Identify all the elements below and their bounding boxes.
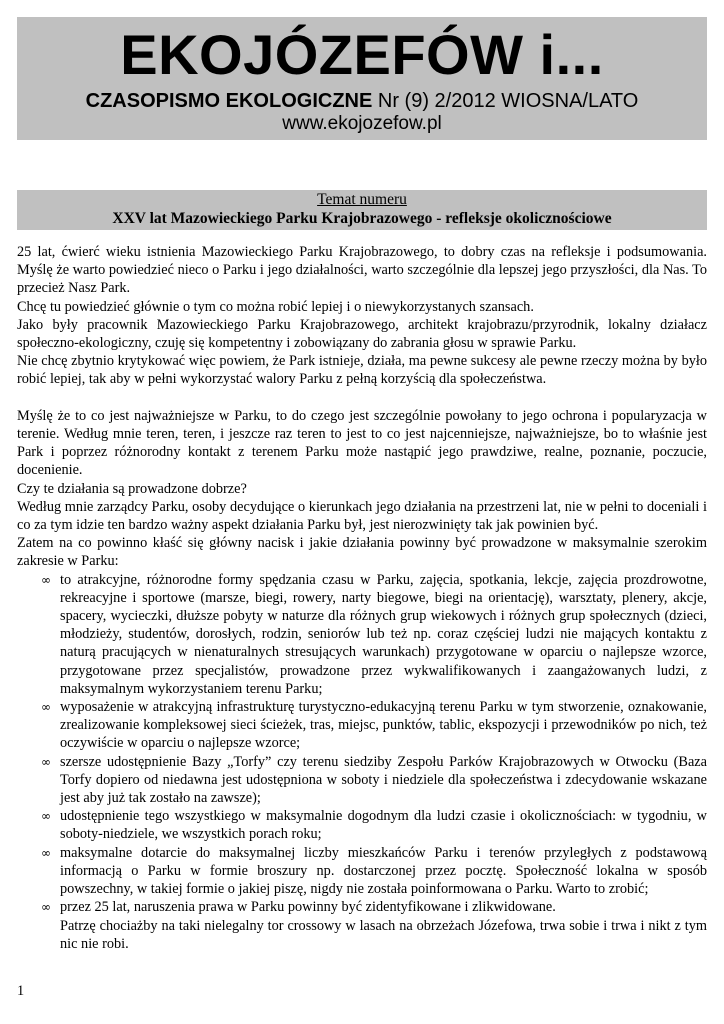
- paragraph: Czy te działania są prowadzone dobrze?: [17, 480, 247, 497]
- paragraph: Nie chcę zbytnio krytykować więc powiem, że Park istnieje, działa, ma pewne sukcesy ale pewne rzeczy można by było robić lepiej, tak aby w pełni wykorzystać walory Parku z pełną korzyścią dla społeczeństwa.: [17, 353, 707, 388]
- list-item: [41, 898, 707, 916]
- paragraph: Jako były pracownik Mazowieckiego Parku Krajobrazowego, architekt krajobrazu/przyrodnik, lokalny działacz społeczno-ekologiczny, czuję się kompetentny i zobowiązany do zabrania głosu w sprawie Parku.: [17, 316, 707, 352]
- magazine-issue: Nr (9) 2/2012 WIOSNA/LATO: [372, 90, 639, 112]
- infinity-bullet-icon: ∞: [41, 809, 51, 824]
- page-number: 1: [17, 983, 25, 999]
- list-item: [41, 753, 707, 808]
- infinity-bullet-icon: ∞: [41, 900, 51, 915]
- paragraph-gap: [17, 389, 707, 407]
- paragraph: Według mnie zarządcy Parku, osoby decydujące o kierunkach jego działania na przestrzeni lat, nie w pełni to doceniali i co za tym idzie ten bardzo ważny aspekt działania Parku był, jest nierozwinięty tak jak powinien być.: [17, 498, 707, 534]
- list-item: [41, 807, 707, 843]
- article-body: [17, 243, 707, 953]
- magazine-url: www.ekojozefow.pl: [282, 113, 442, 134]
- bullet-list: [17, 571, 707, 917]
- list-item: [41, 571, 707, 698]
- topic-box: [17, 190, 707, 230]
- infinity-bullet-icon: ∞: [41, 754, 51, 769]
- list-item-text: udostępnienie tego wszystkiego w maksymalnie dogodnym dla ludzi czasie i okolicznościach: w tygodniu, w soboty-niedziele, we wszystkich porach roku;: [60, 808, 707, 843]
- list-item-text: wyposażenie w atrakcyjną infrastrukturę turystyczno-edukacyjną terenu Parku w tym stworzenie, oznakowanie, zrealizowanie kompleksowej sieci ścieżek, tras, miejsc, punktów, tablic, ekspozycji i przewodników po nich, też oczywiście w oparciu o najlepsze wzorce;: [60, 699, 707, 752]
- paragraph: Myślę że to co jest najważniejsze w Parku, to do czego jest szczególnie powołany to jego ochrona i popularyzacja w terenie. Według mnie teren, teren, i jeszcze raz teren to jest to co jest najcenniejsze, najważniejsze, bo to właśnie jest Park i poprzez różnorodny kontakt z terenem Parku może nastąpić jego prawdziwe, realne, poznanie, poczucie, docenienie.: [17, 407, 707, 479]
- topic-label: Temat numeru: [317, 191, 407, 208]
- magazine-subtitle: [17, 89, 707, 113]
- paragraph: Chcę tu powiedzieć głównie o tym co można robić lepiej i o niewykorzystanych szansach.: [17, 298, 534, 315]
- list-item-text: szersze udostępnienie Bazy „Torfy” czy terenu siedziby Zespołu Parków Krajobrazowych w Otwocku (Baza Torfy dopiero od niedawna jest udostępniona w soboty i niedziele dla społeczeństwa i zdecydowanie wskazane jest aby już tak zostało na zawsze);: [60, 753, 707, 807]
- magazine-title: EKOJÓZEFÓW i...: [120, 23, 604, 86]
- infinity-bullet-icon: ∞: [41, 572, 51, 587]
- list-item-text: maksymalne dotarcie do maksymalnej liczby mieszkańców Parku i terenów przyległych z podstawową informacją o Parku w formie broszury np. dostarczonej przez pocztę. Społeczność lokalna w sposób powszechny, w takiej formie o jakiej piszę, nigdy nie została poinformowana o Parku. Warto to zrobić;: [60, 844, 707, 898]
- paragraph: 25 lat, ćwierć wieku istnienia Mazowieckiego Parku Krajobrazowego, to dobry czas na refleksje i podsumowania. Myślę że warto powiedzieć nieco o Parku i jego działalności, warto szczególnie dla lepszej jego przyszłości, dla Nas. To przecież Nasz Park.: [17, 244, 707, 297]
- list-item-text: przez 25 lat, naruszenia prawa w Parku powinny być zidentyfikowane i zlikwidowane.: [60, 899, 556, 916]
- paragraph: Zatem na co powinno kłaść się główny nacisk i jakie działania powinny być prowadzone w maksymalnie szerokim zakresie w Parku:: [17, 535, 707, 570]
- infinity-bullet-icon: ∞: [41, 700, 51, 715]
- list-item-text: to atrakcyjne, różnorodne formy spędzania czasu w Parku, zajęcia, spotkania, lekcje, zajęcia prozdrowotne, rekreacyjne i sportowe (marsze, biegi, rowery, narty biegowe, biegi na orientację), warsztaty, plenery, akcje, spacery, wycieczki, dłuższe pobyty w naturze dla różnych grup wiekowych i różnych grup społecznych (dzieci, młodzieży, studentów, dorosłych, rodzin, seniorów lub też np. coraz częściej ludzi nie mających kontaktu z naturą pracujących w nienaturalnych stresujących warunkach) przygotowane w oparciu o najlepsze wzorce, przygotowane przez specjalistów, prowadzone przez wykwalifikowanych i zaangażowanych ludzi, z maksymalnym wykorzystaniem terenu Parku;: [60, 571, 707, 697]
- magazine-subtitle-name: CZASOPISMO EKOLOGICZNE: [85, 90, 373, 112]
- trailing-paragraph: Patrzę chociażby na taki nielegalny tor crossowy w lasach na obrzeżach Józefowa, trwa sobie i trwa i nikt z tym nic nie robi.: [60, 917, 707, 952]
- list-item: [41, 698, 707, 753]
- masthead: [17, 17, 707, 140]
- infinity-bullet-icon: ∞: [41, 845, 51, 860]
- article-title: XXV lat Mazowieckiego Parku Krajobrazowego - refleksje okolicznościowe: [112, 210, 612, 227]
- list-item: [41, 844, 707, 899]
